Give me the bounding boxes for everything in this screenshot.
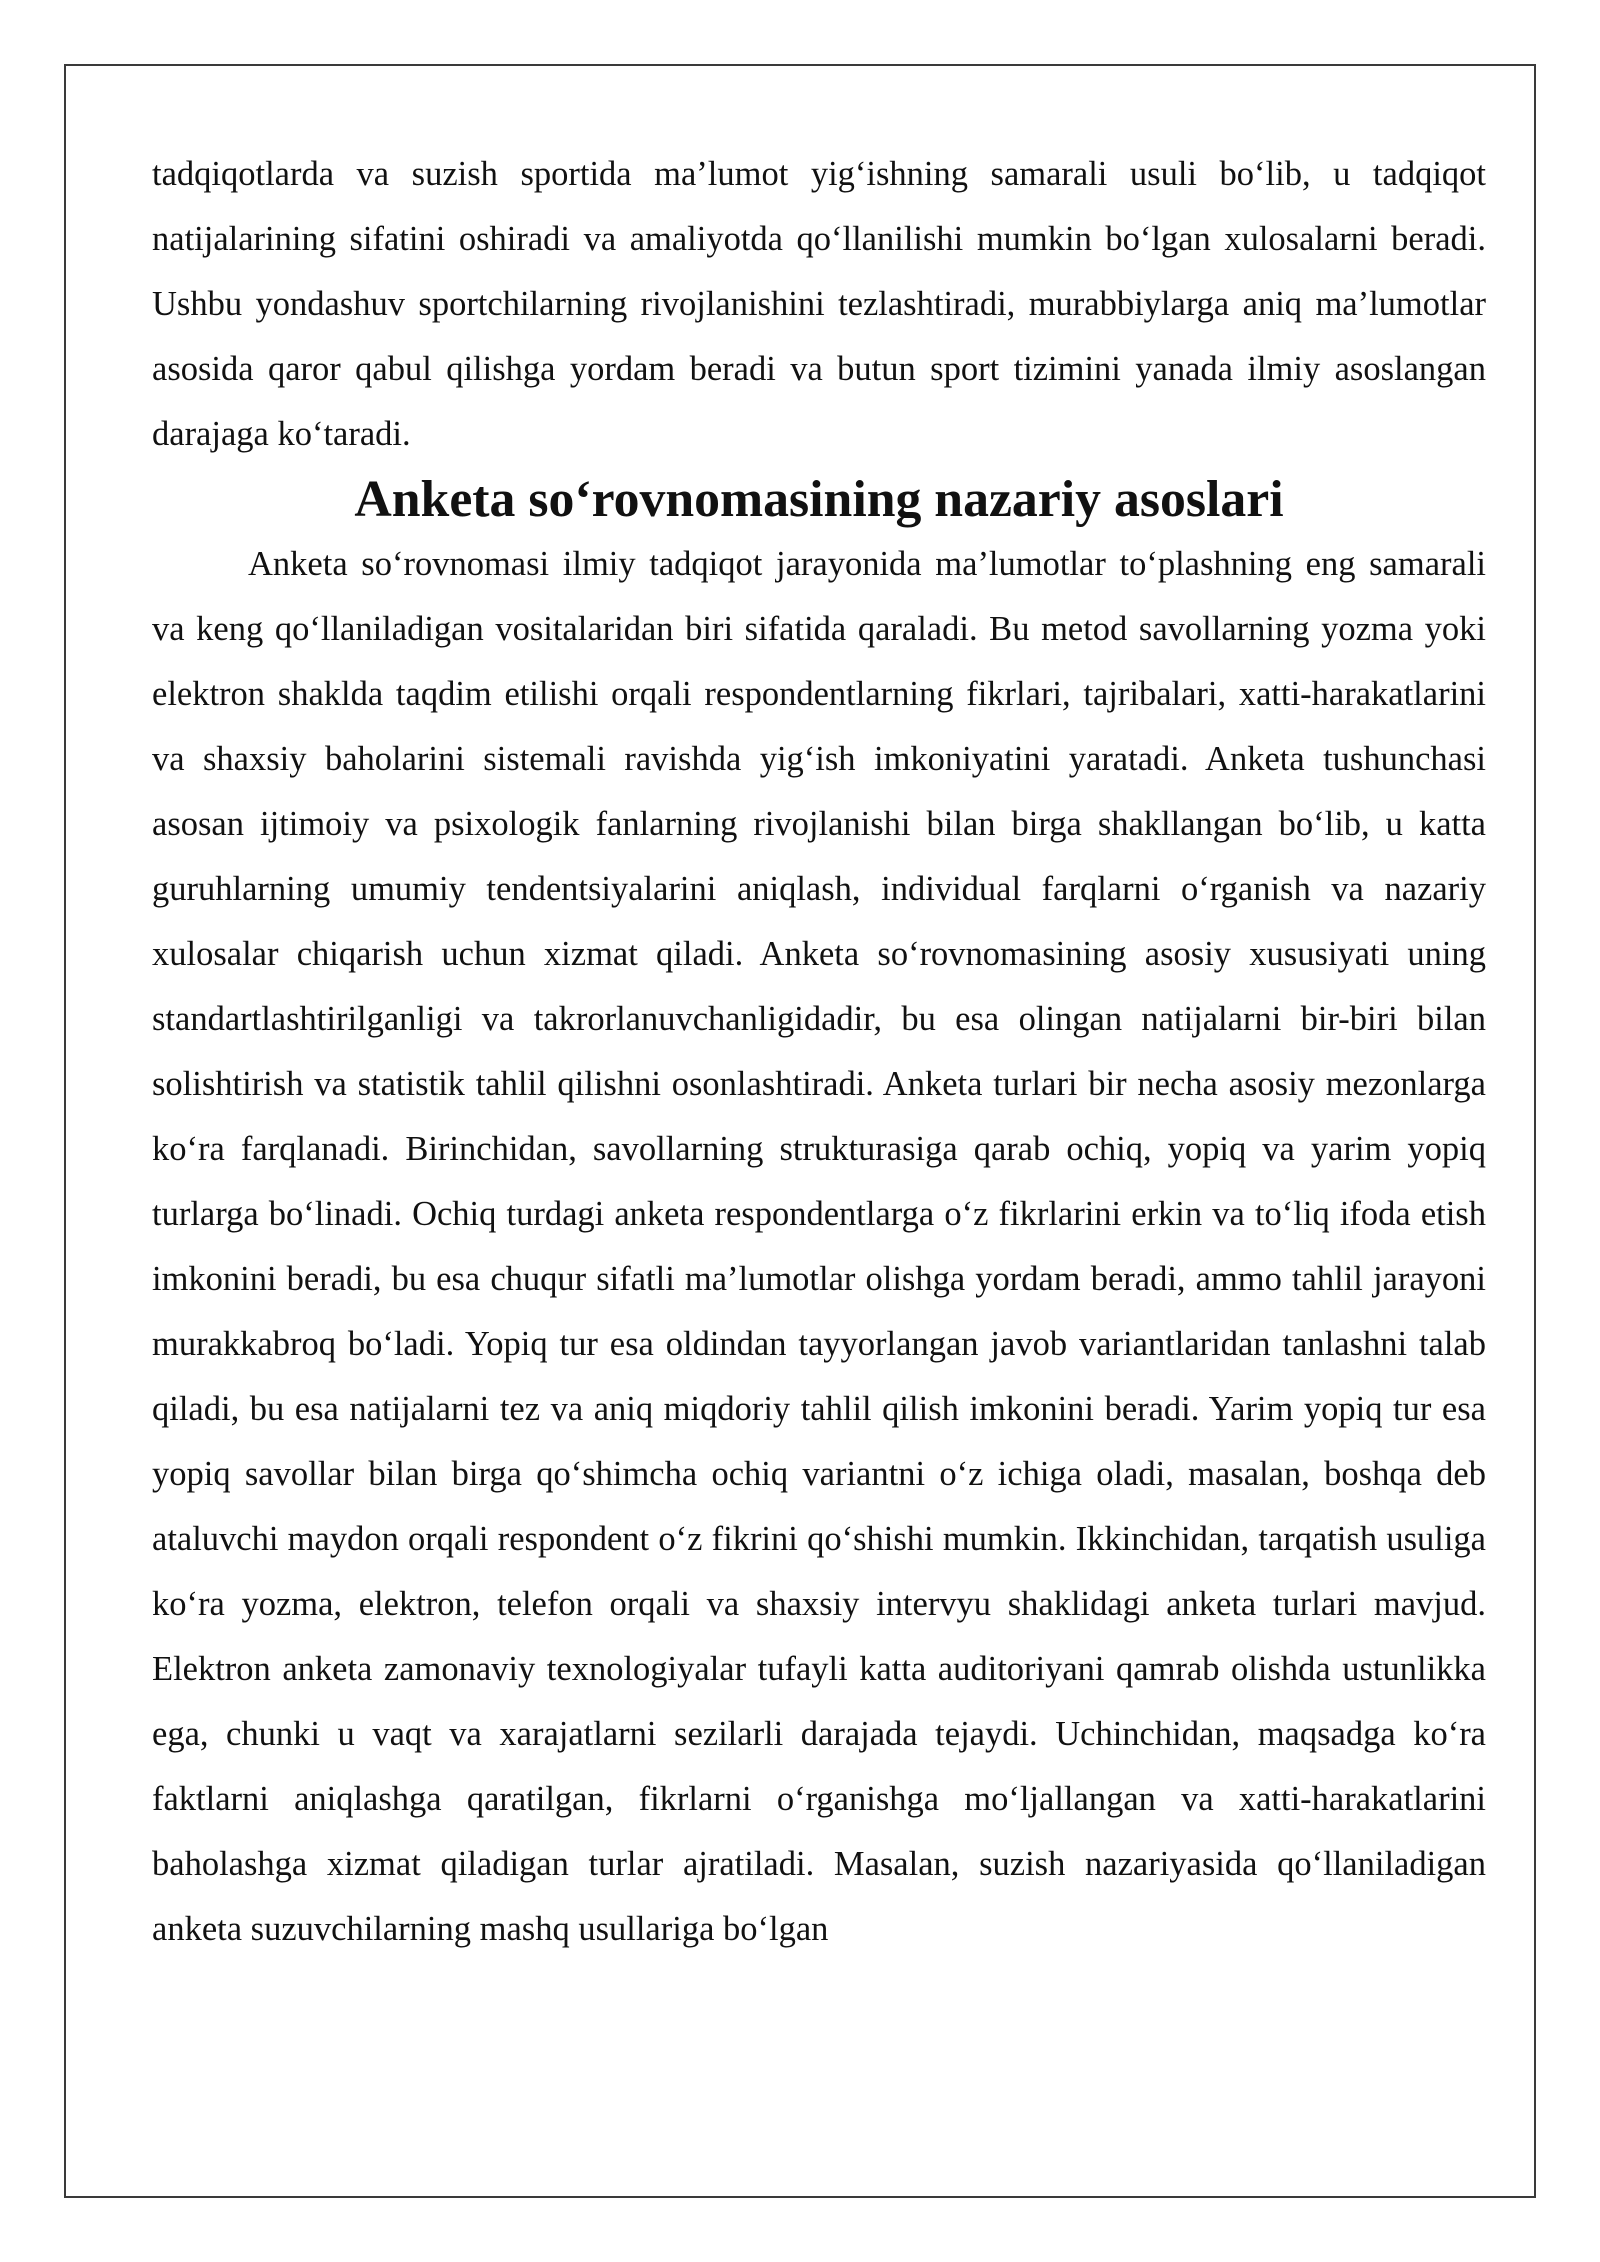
body-paragraph: Anketa so‘rovnomasi ilmiy tadqiqot jarayonida ma’lumotlar to‘plashning eng samarali va keng qo‘llaniladigan vositalaridan biri sifatida qaraladi. Bu metod savollarning yozma yoki elektron shaklda taqdim etilishi orqali respondentlarning fikrlari, tajribalari, xatti-harakatlarini va shaxsiy baholarini sistemali ravishda yig‘ish imkoniyatini yaratadi. Anketa tushunchasi asosan ijtimoiy va psixologik fanlarning rivojlanishi bilan birga shakllangan bo‘lib, u katta guruhlarning umumiy tendentsiyalarini aniqlash, individual farqlarni o‘rganish va nazariy xulosalar chiqarish uchun xizmat qiladi. Anketa so‘rovnomasining asosiy xususiyati uning standartlashtirilganligi va takrorlanuvchanligidadir, bu esa olingan natijalarni bir-biri bilan solishtirish va statistik tahlil qilishni osonlashtiradi. Anketa turlari bir necha asosiy mezonlarga ko‘ra farqlanadi. Birinchidan, savollarning strukturasiga qarab ochiq, yopiq va yarim yopiq turlarga bo‘linadi. Ochiq turdagi anketa respondentlarga o‘z fikrlarini erkin va to‘liq ifoda etish imkonini beradi, bu esa chuqur sifatli ma’lumotlar olishga yordam beradi, ammo tahlil jarayoni murakkabroq bo‘ladi. Yopiq tur esa oldindan tayyorlangan javob variantlaridan tanlashni talab qiladi, bu esa natijalarni tez va aniq miqdoriy tahlil qilish imkonini beradi. Yarim yopiq tur esa yopiq savollar bilan birga qo‘shimcha ochiq variantni o‘z ichiga oladi, masalan, boshqa deb ataluvchi maydon orqali respondent o‘z fikrini qo‘shishi mumkin. Ikkinchidan, tarqatish usuliga ko‘ra yozma, elektron, telefon orqali va shaxsiy intervyu shaklidagi anketa turlari mavjud. Elektron anketa zamonaviy texnologiyalar tufayli katta auditoriyani qamrab olishda ustunlikka ega, chunki u vaqt va xarajatlarni sezilarli darajada tejaydi. Uchinchidan, maqsadga ko‘ra faktlarni aniqlashga qaratilgan, fikrlarni o‘rganishga mo‘ljallangan va xatti-harakatlarini baholashga xizmat qiladigan turlar ajratiladi. Masalan, suzish nazariyasida qo‘llaniladigan anketa suzuvchilarning mashq usullariga bo‘lgan: [152, 545, 1486, 1948]
document-body: [152, 142, 1486, 1962]
intro-paragraph: tadqiqotlarda va suzish sportida ma’lumot yig‘ishning samarali usuli bo‘lib, u tadqiqot natijalarining sifatini oshiradi va amaliyotda qo‘llanilishi mumkin bo‘lgan xulosalarni beradi. Ushbu yondashuv sportchilarning rivojlanishini tezlashtiradi, murabbiylarga aniq ma’lumotlar asosida qaror qabul qilishga yordam beradi va butun sport tizimini yanada ilmiy asoslangan darajaga ko‘taradi.: [152, 155, 1486, 453]
section-heading: Anketa so‘rovnomasining nazariy asoslari: [354, 471, 1284, 528]
